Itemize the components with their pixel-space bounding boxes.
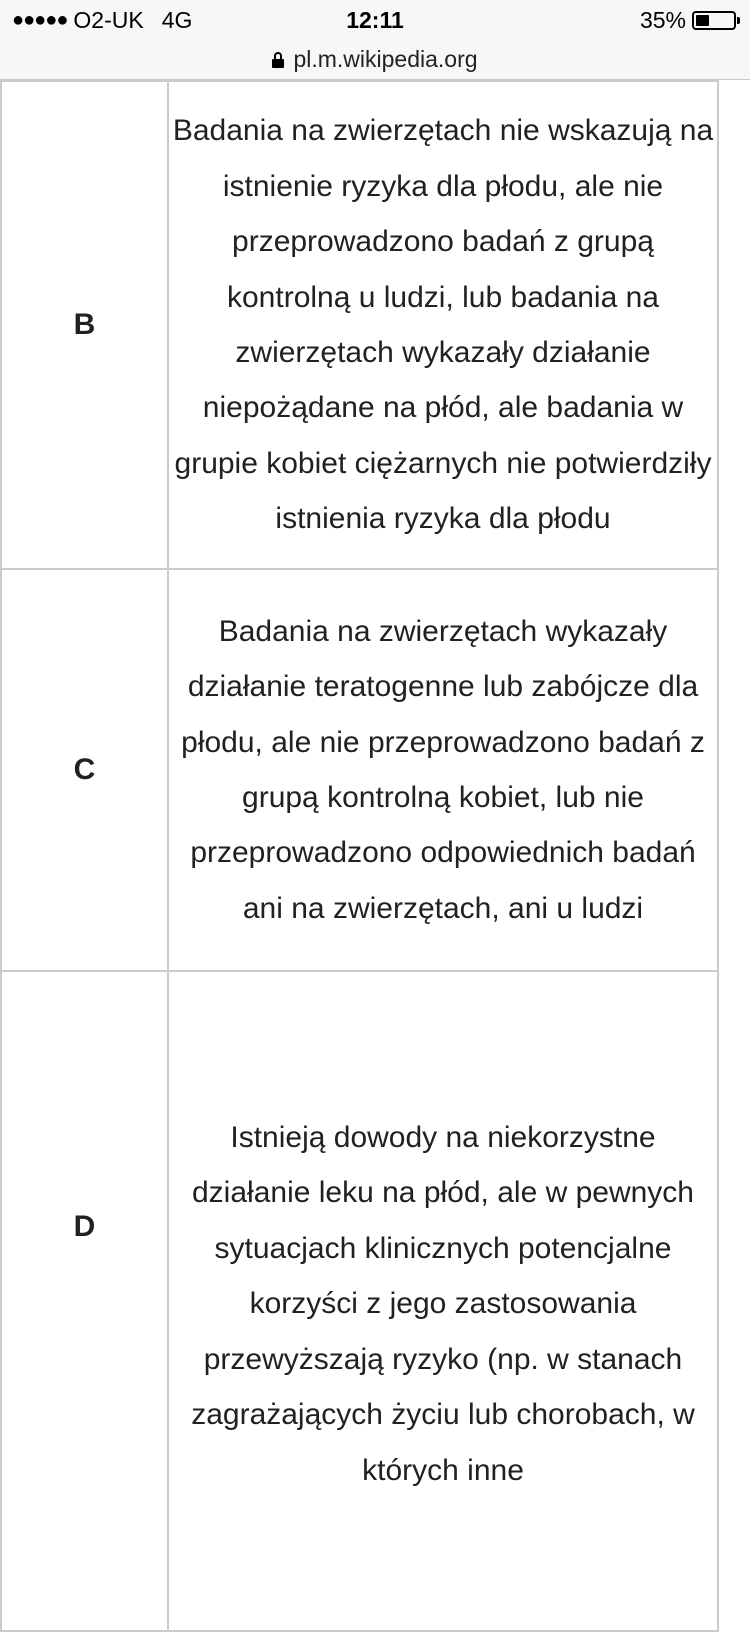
status-bar xyxy=(0,0,750,40)
clock: 12:11 xyxy=(346,7,404,33)
table-row xyxy=(1,971,718,1631)
battery-percent: 35% xyxy=(639,7,686,33)
battery-fill xyxy=(696,15,709,26)
pregnancy-category-table xyxy=(0,80,719,1632)
battery-tip xyxy=(737,17,740,24)
table-row xyxy=(1,81,718,569)
category-cell: C xyxy=(1,569,168,971)
description-cell: Istnieją dowody na niekorzystne działanie leku na płód, ale w pewnych sytuacjach klinicznych potencjalne korzyści z jego zastosowania przewyższają ryzyko (np. w stanach zagrażających życiu lub chorobach, w których inne xyxy=(168,971,718,1631)
carrier-name: O2-UK xyxy=(73,7,144,33)
table-row xyxy=(1,569,718,971)
category-cell: B xyxy=(1,81,168,569)
battery-status xyxy=(640,7,736,34)
signal-strength-icon: ●●●●● xyxy=(12,9,68,31)
address-bar[interactable] xyxy=(0,40,750,80)
description-cell: Badania na zwierzętach nie wskazują na istnienie ryzyka dla płodu, ale nie przeprowadzono badań z grupą kontrolną u ludzi, lub badania na zwierzętach wykazały działanie niepożądane na płód, ale badania w grupie kobiet ciężarnych nie potwierdziły istnienia ryzyka dla płodu xyxy=(168,81,718,569)
battery-icon xyxy=(692,11,736,30)
category-cell: D xyxy=(1,971,168,1631)
network-type: 4G xyxy=(161,7,193,33)
url-text[interactable]: pl.m.wikipedia.org xyxy=(293,46,478,72)
description-cell: Badania na zwierzętach wykazały działanie teratogenne lub zabójcze dla płodu, ale nie przeprowadzono badań z grupą kontrolną kobiet, lub nie przeprowadzono odpowiednich badań ani na zwierzętach, ani u ludzi xyxy=(168,569,718,971)
page-content xyxy=(0,80,750,1487)
lock-icon xyxy=(272,52,284,68)
